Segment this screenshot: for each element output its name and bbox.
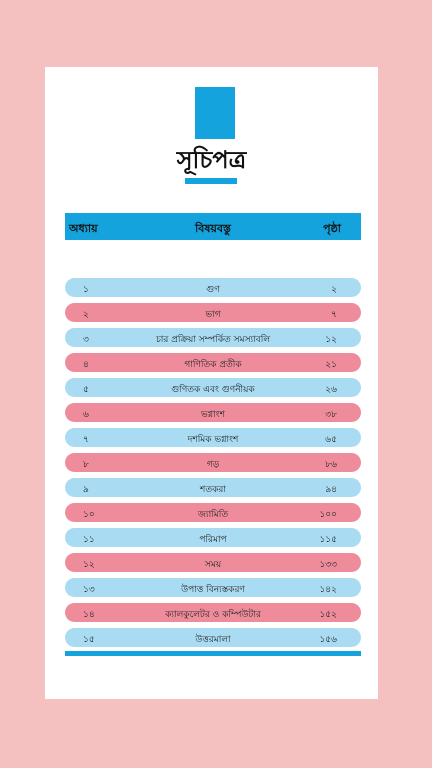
- row-chapter-title: উত্তরমালা: [195, 635, 231, 645]
- row-chapter-number: ১০: [83, 510, 95, 520]
- row-page-number: ১৫২: [319, 610, 337, 620]
- contents-row[interactable]: [65, 603, 361, 622]
- contents-row[interactable]: [65, 503, 361, 522]
- row-chapter-number: ১৩: [83, 585, 95, 595]
- footer-bar: [65, 651, 361, 656]
- row-chapter-number: ৭: [83, 435, 89, 445]
- contents-row[interactable]: [65, 553, 361, 572]
- row-chapter-number: ১: [83, 285, 89, 295]
- title-decoration-block: [195, 87, 235, 139]
- contents-row[interactable]: [65, 378, 361, 397]
- row-chapter-title: দশমিক ভগ্নাংশ: [187, 435, 239, 445]
- row-chapter-number: ১৪: [83, 610, 95, 620]
- row-chapter-number: ১৫: [83, 635, 95, 645]
- contents-row[interactable]: [65, 303, 361, 322]
- row-page-number: ১১৫: [319, 535, 337, 545]
- contents-page: [45, 67, 378, 699]
- row-chapter-title: পরিমাপ: [199, 535, 227, 545]
- row-page-number: ২: [331, 285, 337, 295]
- row-chapter-number: ৯: [83, 485, 89, 495]
- row-page-number: ২৬: [325, 385, 337, 395]
- row-page-number: ৩৮: [325, 410, 337, 420]
- row-chapter-title: চার প্রক্রিয়া সম্পর্কিত সমস্যাবলি: [155, 335, 271, 345]
- row-page-number: ১৪২: [319, 585, 337, 595]
- title-underline: [185, 178, 237, 184]
- row-page-number: ১২: [325, 335, 337, 345]
- header-page: পৃষ্ঠা: [323, 222, 341, 235]
- row-chapter-number: ৩: [83, 335, 89, 345]
- row-chapter-number: ১২: [83, 560, 95, 570]
- contents-row[interactable]: [65, 353, 361, 372]
- row-chapter-title: শতকরা: [200, 485, 226, 495]
- row-chapter-number: ১১: [83, 535, 95, 545]
- contents-row[interactable]: [65, 453, 361, 472]
- row-chapter-title: সময়: [204, 560, 222, 570]
- contents-list: [65, 278, 361, 653]
- contents-row[interactable]: [65, 278, 361, 297]
- row-chapter-title: জ্যামিতি: [197, 510, 229, 520]
- header-subject: বিষয়বস্তু: [195, 222, 231, 235]
- row-chapter-number: ৮: [83, 460, 89, 470]
- contents-row[interactable]: [65, 403, 361, 422]
- row-page-number: ১৩৩: [319, 560, 337, 570]
- contents-row[interactable]: [65, 628, 361, 647]
- row-chapter-number: ২: [83, 310, 89, 320]
- row-chapter-title: গুণিতক এবং গুণনীয়ক: [171, 385, 255, 395]
- row-chapter-title: ভাগ: [205, 310, 221, 320]
- contents-row[interactable]: [65, 328, 361, 347]
- row-page-number: ৯৪: [325, 485, 337, 495]
- table-header: [65, 213, 361, 240]
- row-chapter-title: উপাত্ত বিন্যস্তকরণ: [181, 585, 245, 595]
- row-page-number: ১০০: [319, 510, 337, 520]
- row-chapter-title: গুণ: [206, 285, 220, 295]
- contents-row[interactable]: [65, 578, 361, 597]
- contents-row[interactable]: [65, 528, 361, 547]
- row-page-number: ১৫৬: [319, 635, 337, 645]
- row-page-number: ২১: [325, 360, 337, 370]
- row-chapter-number: ৫: [83, 385, 89, 395]
- header-chapter: অধ্যায়: [69, 222, 98, 235]
- row-chapter-title: ভগ্নাংশ: [201, 410, 225, 420]
- contents-row[interactable]: [65, 428, 361, 447]
- row-chapter-title: গাণিতিক প্রতীক: [184, 360, 242, 370]
- row-chapter-title: গড়: [206, 460, 220, 470]
- row-chapter-title: ক্যালকুলেটর ও কম্পিউটার: [165, 610, 261, 620]
- row-chapter-number: ৬: [83, 410, 89, 420]
- page-title: সূচিপত্র: [176, 145, 247, 174]
- row-page-number: ৮৬: [325, 460, 337, 470]
- row-chapter-number: ৪: [83, 360, 89, 370]
- contents-row[interactable]: [65, 478, 361, 497]
- row-page-number: ৬৫: [325, 435, 337, 445]
- row-page-number: ৭: [331, 310, 337, 320]
